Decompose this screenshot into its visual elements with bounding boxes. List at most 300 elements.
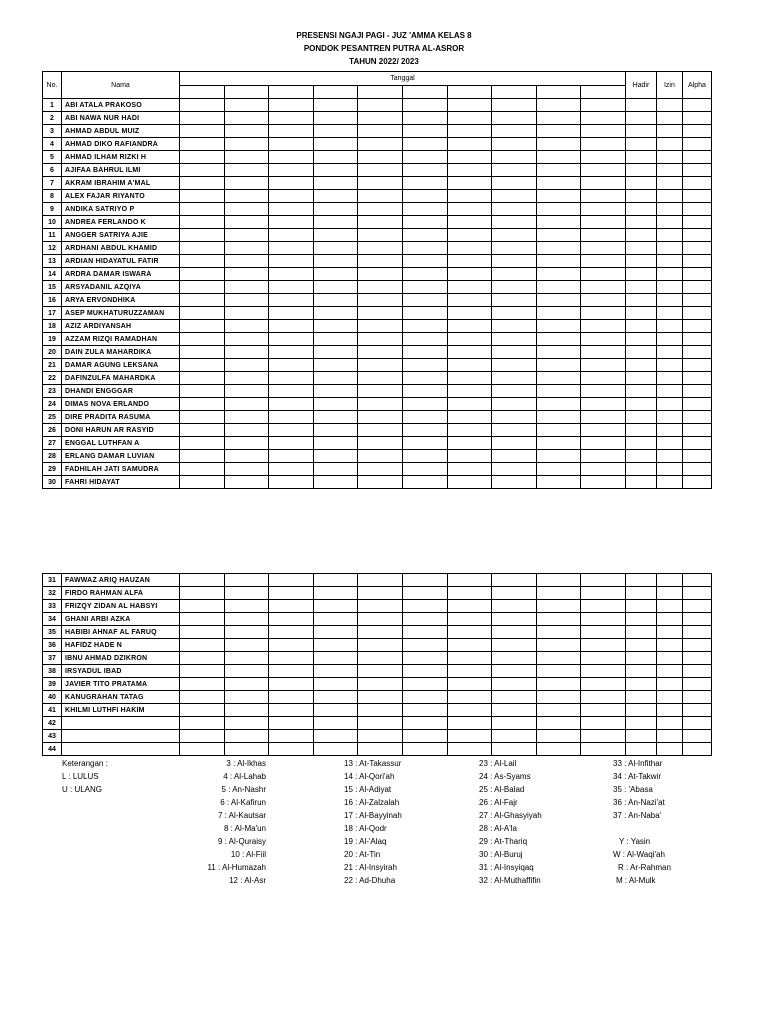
attendance-cell[interactable] <box>536 626 581 639</box>
attendance-cell[interactable] <box>536 691 581 704</box>
summary-cell[interactable] <box>682 385 711 398</box>
attendance-cell[interactable] <box>180 678 225 691</box>
attendance-cell[interactable] <box>313 138 358 151</box>
attendance-cell[interactable] <box>492 587 537 600</box>
attendance-cell[interactable] <box>402 307 447 320</box>
attendance-cell[interactable] <box>402 151 447 164</box>
summary-cell[interactable] <box>682 450 711 463</box>
attendance-cell[interactable] <box>180 216 225 229</box>
attendance-cell[interactable] <box>224 255 269 268</box>
attendance-cell[interactable] <box>447 437 492 450</box>
attendance-cell[interactable] <box>581 281 626 294</box>
attendance-cell[interactable] <box>581 665 626 678</box>
summary-cell[interactable] <box>625 691 656 704</box>
attendance-cell[interactable] <box>358 216 403 229</box>
summary-cell[interactable] <box>656 268 682 281</box>
attendance-cell[interactable] <box>313 476 358 489</box>
attendance-cell[interactable] <box>402 333 447 346</box>
attendance-cell[interactable] <box>536 359 581 372</box>
attendance-cell[interactable] <box>447 652 492 665</box>
summary-cell[interactable] <box>682 320 711 333</box>
summary-cell[interactable] <box>625 613 656 626</box>
attendance-cell[interactable] <box>581 704 626 717</box>
attendance-cell[interactable] <box>402 613 447 626</box>
attendance-cell[interactable] <box>313 151 358 164</box>
attendance-cell[interactable] <box>180 359 225 372</box>
attendance-cell[interactable] <box>224 203 269 216</box>
attendance-cell[interactable] <box>358 190 403 203</box>
summary-cell[interactable] <box>656 398 682 411</box>
summary-cell[interactable] <box>656 476 682 489</box>
attendance-cell[interactable] <box>313 242 358 255</box>
attendance-cell[interactable] <box>492 626 537 639</box>
attendance-cell[interactable] <box>447 320 492 333</box>
attendance-cell[interactable] <box>581 385 626 398</box>
attendance-cell[interactable] <box>447 704 492 717</box>
summary-cell[interactable] <box>656 437 682 450</box>
attendance-cell[interactable] <box>447 164 492 177</box>
attendance-cell[interactable] <box>536 717 581 730</box>
summary-cell[interactable] <box>625 125 656 138</box>
summary-cell[interactable] <box>682 359 711 372</box>
attendance-cell[interactable] <box>402 164 447 177</box>
summary-cell[interactable] <box>625 639 656 652</box>
attendance-cell[interactable] <box>224 125 269 138</box>
attendance-cell[interactable] <box>269 704 314 717</box>
attendance-cell[interactable] <box>581 424 626 437</box>
attendance-cell[interactable] <box>358 385 403 398</box>
attendance-cell[interactable] <box>492 190 537 203</box>
attendance-cell[interactable] <box>224 99 269 112</box>
attendance-cell[interactable] <box>581 437 626 450</box>
attendance-cell[interactable] <box>313 320 358 333</box>
attendance-cell[interactable] <box>536 333 581 346</box>
attendance-cell[interactable] <box>492 307 537 320</box>
attendance-cell[interactable] <box>224 177 269 190</box>
attendance-cell[interactable] <box>358 463 403 476</box>
attendance-cell[interactable] <box>180 717 225 730</box>
summary-cell[interactable] <box>682 203 711 216</box>
attendance-cell[interactable] <box>492 112 537 125</box>
attendance-cell[interactable] <box>180 600 225 613</box>
attendance-cell[interactable] <box>358 600 403 613</box>
attendance-cell[interactable] <box>402 229 447 242</box>
attendance-cell[interactable] <box>180 151 225 164</box>
summary-cell[interactable] <box>625 424 656 437</box>
attendance-cell[interactable] <box>447 691 492 704</box>
attendance-cell[interactable] <box>224 190 269 203</box>
summary-cell[interactable] <box>682 281 711 294</box>
attendance-cell[interactable] <box>402 385 447 398</box>
summary-cell[interactable] <box>682 626 711 639</box>
attendance-cell[interactable] <box>581 587 626 600</box>
attendance-cell[interactable] <box>180 613 225 626</box>
attendance-cell[interactable] <box>581 151 626 164</box>
attendance-cell[interactable] <box>180 242 225 255</box>
attendance-cell[interactable] <box>447 717 492 730</box>
attendance-cell[interactable] <box>358 151 403 164</box>
attendance-cell[interactable] <box>447 424 492 437</box>
summary-cell[interactable] <box>656 112 682 125</box>
summary-cell[interactable] <box>625 626 656 639</box>
summary-cell[interactable] <box>625 268 656 281</box>
attendance-cell[interactable] <box>492 743 537 756</box>
summary-cell[interactable] <box>656 294 682 307</box>
attendance-cell[interactable] <box>492 372 537 385</box>
summary-cell[interactable] <box>656 665 682 678</box>
attendance-cell[interactable] <box>180 268 225 281</box>
attendance-cell[interactable] <box>402 112 447 125</box>
attendance-cell[interactable] <box>581 359 626 372</box>
summary-cell[interactable] <box>656 704 682 717</box>
attendance-cell[interactable] <box>224 151 269 164</box>
summary-cell[interactable] <box>682 613 711 626</box>
attendance-cell[interactable] <box>269 177 314 190</box>
attendance-cell[interactable] <box>180 743 225 756</box>
attendance-cell[interactable] <box>269 450 314 463</box>
summary-cell[interactable] <box>656 346 682 359</box>
attendance-cell[interactable] <box>269 307 314 320</box>
attendance-cell[interactable] <box>581 255 626 268</box>
attendance-cell[interactable] <box>313 190 358 203</box>
summary-cell[interactable] <box>656 600 682 613</box>
attendance-cell[interactable] <box>536 450 581 463</box>
attendance-cell[interactable] <box>180 665 225 678</box>
attendance-cell[interactable] <box>581 450 626 463</box>
attendance-cell[interactable] <box>269 281 314 294</box>
attendance-cell[interactable] <box>402 138 447 151</box>
attendance-cell[interactable] <box>581 164 626 177</box>
summary-cell[interactable] <box>625 359 656 372</box>
summary-cell[interactable] <box>625 294 656 307</box>
attendance-cell[interactable] <box>447 574 492 587</box>
summary-cell[interactable] <box>625 138 656 151</box>
attendance-cell[interactable] <box>492 268 537 281</box>
attendance-cell[interactable] <box>358 665 403 678</box>
summary-cell[interactable] <box>656 372 682 385</box>
attendance-cell[interactable] <box>269 411 314 424</box>
summary-cell[interactable] <box>656 626 682 639</box>
attendance-cell[interactable] <box>402 372 447 385</box>
attendance-cell[interactable] <box>313 600 358 613</box>
summary-cell[interactable] <box>682 398 711 411</box>
summary-cell[interactable] <box>625 112 656 125</box>
attendance-cell[interactable] <box>358 613 403 626</box>
summary-cell[interactable] <box>625 574 656 587</box>
attendance-cell[interactable] <box>402 281 447 294</box>
attendance-cell[interactable] <box>536 177 581 190</box>
summary-cell[interactable] <box>682 652 711 665</box>
summary-cell[interactable] <box>682 678 711 691</box>
attendance-cell[interactable] <box>581 229 626 242</box>
attendance-cell[interactable] <box>358 164 403 177</box>
attendance-cell[interactable] <box>180 476 225 489</box>
attendance-cell[interactable] <box>581 216 626 229</box>
summary-cell[interactable] <box>625 437 656 450</box>
summary-cell[interactable] <box>625 177 656 190</box>
attendance-cell[interactable] <box>180 587 225 600</box>
summary-cell[interactable] <box>682 268 711 281</box>
attendance-cell[interactable] <box>402 600 447 613</box>
attendance-cell[interactable] <box>581 398 626 411</box>
attendance-cell[interactable] <box>581 203 626 216</box>
attendance-cell[interactable] <box>224 652 269 665</box>
summary-cell[interactable] <box>656 411 682 424</box>
attendance-cell[interactable] <box>313 346 358 359</box>
summary-cell[interactable] <box>656 450 682 463</box>
attendance-cell[interactable] <box>447 626 492 639</box>
attendance-cell[interactable] <box>180 398 225 411</box>
summary-cell[interactable] <box>625 730 656 743</box>
attendance-cell[interactable] <box>581 639 626 652</box>
attendance-cell[interactable] <box>402 216 447 229</box>
attendance-cell[interactable] <box>581 411 626 424</box>
summary-cell[interactable] <box>682 463 711 476</box>
summary-cell[interactable] <box>625 411 656 424</box>
attendance-cell[interactable] <box>313 307 358 320</box>
attendance-cell[interactable] <box>269 255 314 268</box>
attendance-cell[interactable] <box>224 242 269 255</box>
summary-cell[interactable] <box>682 125 711 138</box>
attendance-cell[interactable] <box>224 730 269 743</box>
attendance-cell[interactable] <box>224 463 269 476</box>
attendance-cell[interactable] <box>536 385 581 398</box>
summary-cell[interactable] <box>625 320 656 333</box>
summary-cell[interactable] <box>656 229 682 242</box>
attendance-cell[interactable] <box>581 652 626 665</box>
summary-cell[interactable] <box>656 678 682 691</box>
attendance-cell[interactable] <box>402 476 447 489</box>
attendance-cell[interactable] <box>402 437 447 450</box>
attendance-cell[interactable] <box>180 164 225 177</box>
attendance-cell[interactable] <box>224 372 269 385</box>
summary-cell[interactable] <box>625 743 656 756</box>
attendance-cell[interactable] <box>536 125 581 138</box>
attendance-cell[interactable] <box>313 294 358 307</box>
attendance-cell[interactable] <box>313 203 358 216</box>
summary-cell[interactable] <box>625 151 656 164</box>
summary-cell[interactable] <box>682 346 711 359</box>
attendance-cell[interactable] <box>402 665 447 678</box>
attendance-cell[interactable] <box>269 730 314 743</box>
attendance-cell[interactable] <box>402 294 447 307</box>
attendance-cell[interactable] <box>536 281 581 294</box>
attendance-cell[interactable] <box>269 294 314 307</box>
attendance-cell[interactable] <box>536 190 581 203</box>
attendance-cell[interactable] <box>358 242 403 255</box>
summary-cell[interactable] <box>656 164 682 177</box>
attendance-cell[interactable] <box>402 320 447 333</box>
attendance-cell[interactable] <box>447 665 492 678</box>
attendance-cell[interactable] <box>447 203 492 216</box>
attendance-cell[interactable] <box>536 476 581 489</box>
attendance-cell[interactable] <box>581 372 626 385</box>
attendance-cell[interactable] <box>447 450 492 463</box>
attendance-cell[interactable] <box>402 359 447 372</box>
summary-cell[interactable] <box>656 216 682 229</box>
attendance-cell[interactable] <box>402 730 447 743</box>
summary-cell[interactable] <box>656 691 682 704</box>
summary-cell[interactable] <box>656 333 682 346</box>
attendance-cell[interactable] <box>358 652 403 665</box>
summary-cell[interactable] <box>682 190 711 203</box>
attendance-cell[interactable] <box>269 125 314 138</box>
attendance-cell[interactable] <box>358 424 403 437</box>
attendance-cell[interactable] <box>269 600 314 613</box>
attendance-cell[interactable] <box>313 574 358 587</box>
attendance-cell[interactable] <box>313 626 358 639</box>
attendance-cell[interactable] <box>358 294 403 307</box>
attendance-cell[interactable] <box>269 437 314 450</box>
attendance-cell[interactable] <box>224 112 269 125</box>
attendance-cell[interactable] <box>269 691 314 704</box>
attendance-cell[interactable] <box>180 177 225 190</box>
summary-cell[interactable] <box>656 613 682 626</box>
attendance-cell[interactable] <box>180 294 225 307</box>
attendance-cell[interactable] <box>447 294 492 307</box>
attendance-cell[interactable] <box>313 112 358 125</box>
summary-cell[interactable] <box>625 281 656 294</box>
attendance-cell[interactable] <box>313 665 358 678</box>
attendance-cell[interactable] <box>180 385 225 398</box>
attendance-cell[interactable] <box>358 281 403 294</box>
summary-cell[interactable] <box>625 476 656 489</box>
attendance-cell[interactable] <box>447 743 492 756</box>
attendance-cell[interactable] <box>581 177 626 190</box>
attendance-cell[interactable] <box>358 437 403 450</box>
summary-cell[interactable] <box>682 216 711 229</box>
attendance-cell[interactable] <box>358 320 403 333</box>
attendance-cell[interactable] <box>536 398 581 411</box>
attendance-cell[interactable] <box>224 294 269 307</box>
summary-cell[interactable] <box>656 743 682 756</box>
attendance-cell[interactable] <box>180 190 225 203</box>
attendance-cell[interactable] <box>581 112 626 125</box>
attendance-cell[interactable] <box>402 704 447 717</box>
summary-cell[interactable] <box>625 704 656 717</box>
summary-cell[interactable] <box>656 320 682 333</box>
attendance-cell[interactable] <box>358 411 403 424</box>
attendance-cell[interactable] <box>224 600 269 613</box>
attendance-cell[interactable] <box>492 450 537 463</box>
attendance-cell[interactable] <box>536 639 581 652</box>
attendance-cell[interactable] <box>224 704 269 717</box>
attendance-cell[interactable] <box>536 203 581 216</box>
attendance-cell[interactable] <box>447 600 492 613</box>
attendance-cell[interactable] <box>402 626 447 639</box>
attendance-cell[interactable] <box>224 307 269 320</box>
attendance-cell[interactable] <box>224 437 269 450</box>
attendance-cell[interactable] <box>492 574 537 587</box>
attendance-cell[interactable] <box>536 652 581 665</box>
attendance-cell[interactable] <box>536 268 581 281</box>
attendance-cell[interactable] <box>447 385 492 398</box>
summary-cell[interactable] <box>656 587 682 600</box>
attendance-cell[interactable] <box>402 242 447 255</box>
attendance-cell[interactable] <box>536 600 581 613</box>
attendance-cell[interactable] <box>536 320 581 333</box>
attendance-cell[interactable] <box>492 242 537 255</box>
summary-cell[interactable] <box>625 385 656 398</box>
attendance-cell[interactable] <box>224 385 269 398</box>
attendance-cell[interactable] <box>581 626 626 639</box>
summary-cell[interactable] <box>682 437 711 450</box>
attendance-cell[interactable] <box>313 216 358 229</box>
summary-cell[interactable] <box>625 678 656 691</box>
attendance-cell[interactable] <box>358 359 403 372</box>
attendance-cell[interactable] <box>492 138 537 151</box>
attendance-cell[interactable] <box>269 398 314 411</box>
attendance-cell[interactable] <box>180 320 225 333</box>
attendance-cell[interactable] <box>224 268 269 281</box>
attendance-cell[interactable] <box>492 281 537 294</box>
attendance-cell[interactable] <box>402 450 447 463</box>
attendance-cell[interactable] <box>402 652 447 665</box>
attendance-cell[interactable] <box>180 411 225 424</box>
summary-cell[interactable] <box>682 294 711 307</box>
attendance-cell[interactable] <box>536 613 581 626</box>
attendance-cell[interactable] <box>358 372 403 385</box>
attendance-cell[interactable] <box>492 730 537 743</box>
summary-cell[interactable] <box>625 229 656 242</box>
attendance-cell[interactable] <box>358 639 403 652</box>
summary-cell[interactable] <box>656 652 682 665</box>
summary-cell[interactable] <box>656 138 682 151</box>
attendance-cell[interactable] <box>358 574 403 587</box>
attendance-cell[interactable] <box>358 691 403 704</box>
summary-cell[interactable] <box>682 587 711 600</box>
attendance-cell[interactable] <box>180 704 225 717</box>
summary-cell[interactable] <box>656 385 682 398</box>
summary-cell[interactable] <box>682 717 711 730</box>
attendance-cell[interactable] <box>180 112 225 125</box>
attendance-cell[interactable] <box>358 203 403 216</box>
attendance-cell[interactable] <box>536 678 581 691</box>
attendance-cell[interactable] <box>180 463 225 476</box>
attendance-cell[interactable] <box>536 294 581 307</box>
attendance-cell[interactable] <box>269 112 314 125</box>
summary-cell[interactable] <box>625 333 656 346</box>
attendance-cell[interactable] <box>313 229 358 242</box>
attendance-cell[interactable] <box>492 717 537 730</box>
attendance-cell[interactable] <box>269 151 314 164</box>
attendance-cell[interactable] <box>447 398 492 411</box>
attendance-cell[interactable] <box>224 398 269 411</box>
summary-cell[interactable] <box>625 652 656 665</box>
attendance-cell[interactable] <box>313 411 358 424</box>
attendance-cell[interactable] <box>402 125 447 138</box>
summary-cell[interactable] <box>682 307 711 320</box>
attendance-cell[interactable] <box>447 346 492 359</box>
attendance-cell[interactable] <box>269 476 314 489</box>
attendance-cell[interactable] <box>492 151 537 164</box>
summary-cell[interactable] <box>625 398 656 411</box>
attendance-cell[interactable] <box>536 242 581 255</box>
attendance-cell[interactable] <box>180 138 225 151</box>
summary-cell[interactable] <box>682 574 711 587</box>
attendance-cell[interactable] <box>358 255 403 268</box>
summary-cell[interactable] <box>625 372 656 385</box>
attendance-cell[interactable] <box>224 476 269 489</box>
attendance-cell[interactable] <box>402 411 447 424</box>
attendance-cell[interactable] <box>536 730 581 743</box>
summary-cell[interactable] <box>656 574 682 587</box>
attendance-cell[interactable] <box>358 398 403 411</box>
summary-cell[interactable] <box>625 99 656 112</box>
attendance-cell[interactable] <box>180 255 225 268</box>
attendance-cell[interactable] <box>581 268 626 281</box>
attendance-cell[interactable] <box>447 229 492 242</box>
